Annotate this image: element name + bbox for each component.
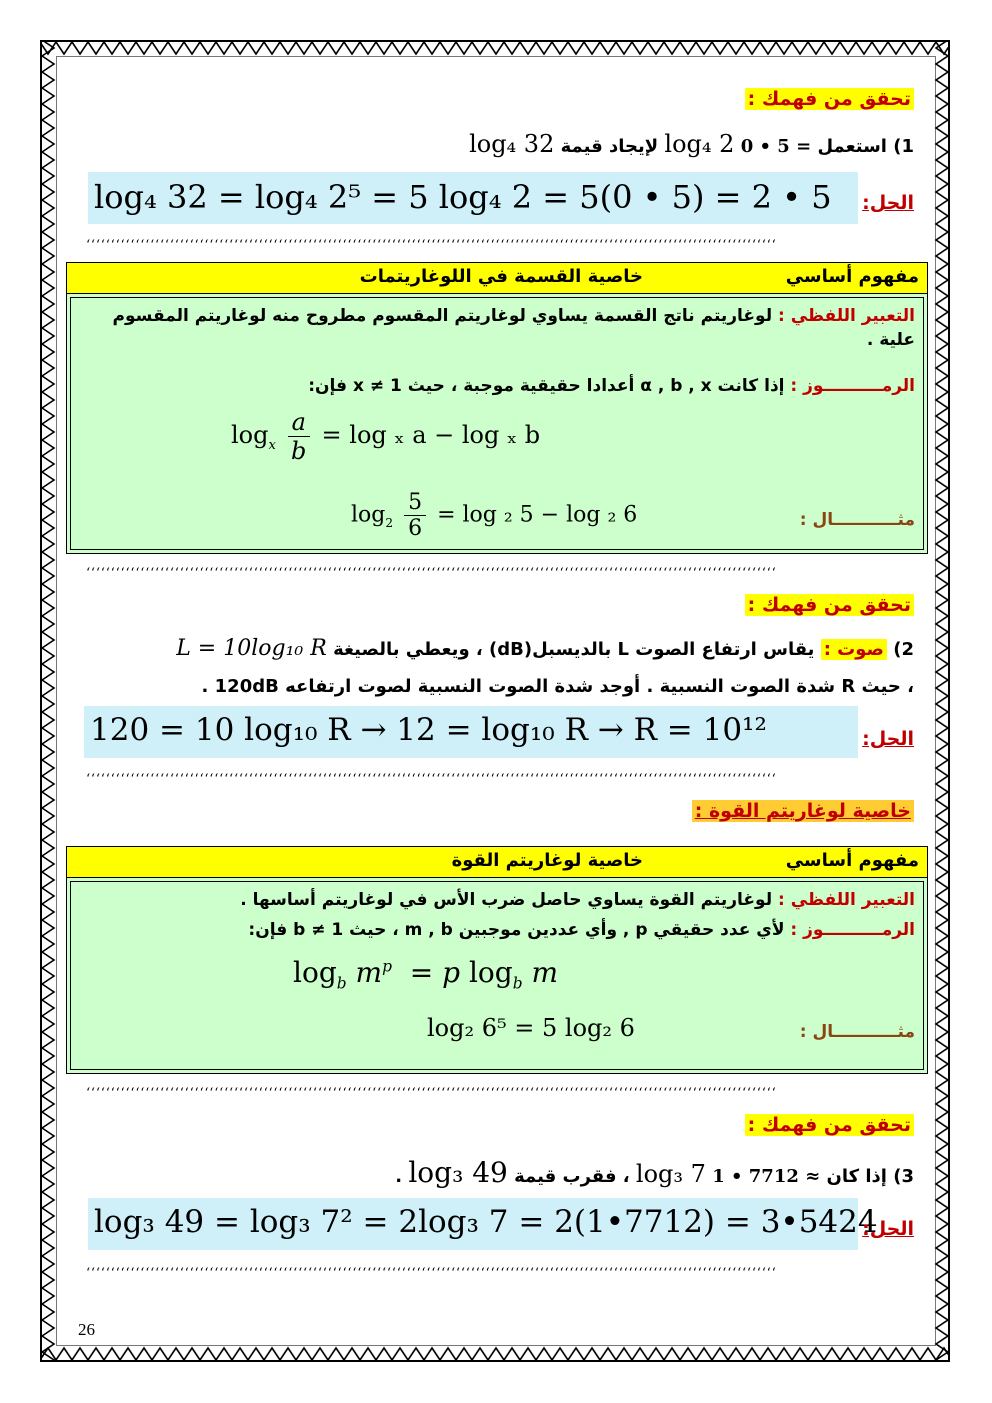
symbols-row: الرمــــــــــوز : لأي عدد حقيقي p , وأي عددين موجبين m , b ، حيث b ≠ 1 فإن:	[248, 920, 915, 940]
check3-heading: تحقق من فهمك :	[745, 1114, 914, 1136]
verbal-row: التعبير اللفظي : لوغاريتم القوة يساوي حاصل ضرب الأس في لوغاريتم أساسها .	[240, 890, 915, 910]
check3-solution-box	[88, 1198, 878, 1250]
check3-solution-label: الحل:	[862, 1218, 914, 1240]
check2-question-line2: ، حيث R شدة الصوت النسبية . أوجد شدة الصوت النسبية لصوت ارتفاعه 120dB .	[201, 676, 914, 697]
division-concept-header	[67, 263, 927, 294]
separator-4: ‘‘‘‘‘‘‘‘‘‘‘‘‘‘‘‘‘‘‘‘‘‘‘‘‘‘‘‘‘‘‘‘‘‘‘‘‘‘‘‘‘‘‘‘‘‘‘‘‘‘‘‘‘‘‘‘‘‘‘‘‘‘‘‘‘‘‘‘‘‘‘‘‘‘‘‘‘‘‘‘‘‘‘‘‘‘‘‘‘‘‘‘‘‘‘‘‘‘‘‘‘‘‘‘‘‘‘‘‘‘‘‘‘‘‘‘‘‘‘‘‘‘‘‘‘‘‘‘‘‘‘‘‘‘‘‘‘‘‘‘	[86, 1086, 777, 1101]
concept-title: خاصية لوغاريتم القوة	[451, 850, 643, 871]
power-concept-body	[70, 881, 924, 1070]
border-zigzag-right	[934, 40, 950, 1362]
power-concept-box	[66, 846, 928, 1074]
power-section-title: خاصية لوغاريتم القوة :	[692, 800, 914, 822]
check1-solution-box	[88, 172, 858, 224]
check3-question: 3) إذا كان 1 • 7712 ≈ log₃ 7 ، فقرب قيمة log₃ 49 .	[395, 1156, 914, 1189]
concept-label: مفهوم أساسي	[785, 266, 919, 287]
division-concept-box	[66, 262, 928, 554]
page-number: 26	[78, 1320, 95, 1339]
separator-1: ‘‘‘‘‘‘‘‘‘‘‘‘‘‘‘‘‘‘‘‘‘‘‘‘‘‘‘‘‘‘‘‘‘‘‘‘‘‘‘‘‘‘‘‘‘‘‘‘‘‘‘‘‘‘‘‘‘‘‘‘‘‘‘‘‘‘‘‘‘‘‘‘‘‘‘‘‘‘‘‘‘‘‘‘‘‘‘‘‘‘‘‘‘‘‘‘‘‘‘‘‘‘‘‘‘‘‘‘‘‘‘‘‘‘‘‘‘‘‘‘‘‘‘‘‘‘‘‘‘‘‘‘‘‘‘‘‘‘‘‘	[86, 238, 777, 253]
border-zigzag-left	[40, 40, 56, 1362]
example-fraction: $\frac{5}{6}$	[404, 490, 426, 541]
check2-solution-box	[84, 706, 858, 758]
separator-3: ‘‘‘‘‘‘‘‘‘‘‘‘‘‘‘‘‘‘‘‘‘‘‘‘‘‘‘‘‘‘‘‘‘‘‘‘‘‘‘‘‘‘‘‘‘‘‘‘‘‘‘‘‘‘‘‘‘‘‘‘‘‘‘‘‘‘‘‘‘‘‘‘‘‘‘‘‘‘‘‘‘‘‘‘‘‘‘‘‘‘‘‘‘‘‘‘‘‘‘‘‘‘‘‘‘‘‘‘‘‘‘‘‘‘‘‘‘‘‘‘‘‘‘‘‘‘‘‘‘‘‘‘‘‘‘‘‘‘‘‘	[86, 772, 777, 787]
separator-5: ‘‘‘‘‘‘‘‘‘‘‘‘‘‘‘‘‘‘‘‘‘‘‘‘‘‘‘‘‘‘‘‘‘‘‘‘‘‘‘‘‘‘‘‘‘‘‘‘‘‘‘‘‘‘‘‘‘‘‘‘‘‘‘‘‘‘‘‘‘‘‘‘‘‘‘‘‘‘‘‘‘‘‘‘‘‘‘‘‘‘‘‘‘‘‘‘‘‘‘‘‘‘‘‘‘‘‘‘‘‘‘‘‘‘‘‘‘‘‘‘‘‘‘‘‘‘‘‘‘‘‘‘‘‘‘‘‘‘‘‘	[86, 1266, 777, 1281]
check1-heading: تحقق من فهمك :	[745, 88, 914, 110]
check2-heading: تحقق من فهمك :	[745, 594, 914, 616]
check2-question-line1: 2) صوت : يقاس ارتفاع الصوت L بالديسبل(dB) ، ويعطي بالصيغة L = 10log₁₀ R	[176, 636, 914, 661]
separator-2: ‘‘‘‘‘‘‘‘‘‘‘‘‘‘‘‘‘‘‘‘‘‘‘‘‘‘‘‘‘‘‘‘‘‘‘‘‘‘‘‘‘‘‘‘‘‘‘‘‘‘‘‘‘‘‘‘‘‘‘‘‘‘‘‘‘‘‘‘‘‘‘‘‘‘‘‘‘‘‘‘‘‘‘‘‘‘‘‘‘‘‘‘‘‘‘‘‘‘‘‘‘‘‘‘‘‘‘‘‘‘‘‘‘‘‘‘‘‘‘‘‘‘‘‘‘‘‘‘‘‘‘‘‘‘‘‘‘‘‘‘	[86, 566, 777, 581]
check1-solution: log₄ 32 = log₄ 2⁵ = 5 log₄ 2 = 5(0 • 5) = 2 • 5	[94, 178, 832, 216]
symbols-row: الرمــــــــــوز : إذا كانت α , b , x أعدادا حقيقية موجبة ، حيث x ≠ 1 فإن:	[308, 376, 915, 396]
check2-solution: 120 = 10 log₁₀ R → 12 = log₁₀ R → R = 10¹²	[90, 712, 767, 748]
example-row: مثـــــــــــال :	[799, 510, 915, 530]
border-zigzag-top	[40, 40, 950, 56]
example-row: مثـــــــــــال :	[799, 1022, 915, 1042]
verbal-row: التعبير اللفظي : لوغاريتم ناتج القسمة يساوي لوغاريتم المقسوم مطروح منه لوغاريتم المقسوم علية .	[112, 306, 915, 350]
division-example: $\log_2$ $\frac{5}{6}$ = log ₂ 5 − log ₂ 6	[351, 490, 638, 541]
power-example: log₂ 6⁵ = 5 log₂ 6	[427, 1014, 635, 1042]
check1-solution-label: الحل:	[862, 192, 914, 214]
division-formula: $\log_x$ $\frac{a}{b}$ = log ₓ a − log ₓ b	[231, 408, 541, 465]
check1-question: 1) استعمل 0 • 5 = log₄ 2 لإيجاد قيمة log₄ 32	[469, 130, 914, 158]
power-formula: $\log_b m^p = p$ $\log_b m$	[293, 956, 559, 993]
concept-title: خاصية القسمة في اللوغاريتمات	[359, 266, 643, 287]
check2-solution-label: الحل:	[862, 728, 914, 750]
division-concept-body	[70, 297, 924, 550]
border-zigzag-bottom	[40, 1346, 950, 1362]
check3-solution: log₃ 49 = log₃ 7² = 2log₃ 7 = 2(1•7712) = 3•5424	[94, 1204, 878, 1240]
formula-fraction: $\frac{a}{b}$	[288, 408, 310, 465]
power-concept-header	[67, 847, 927, 878]
concept-label: مفهوم أساسي	[785, 850, 919, 871]
